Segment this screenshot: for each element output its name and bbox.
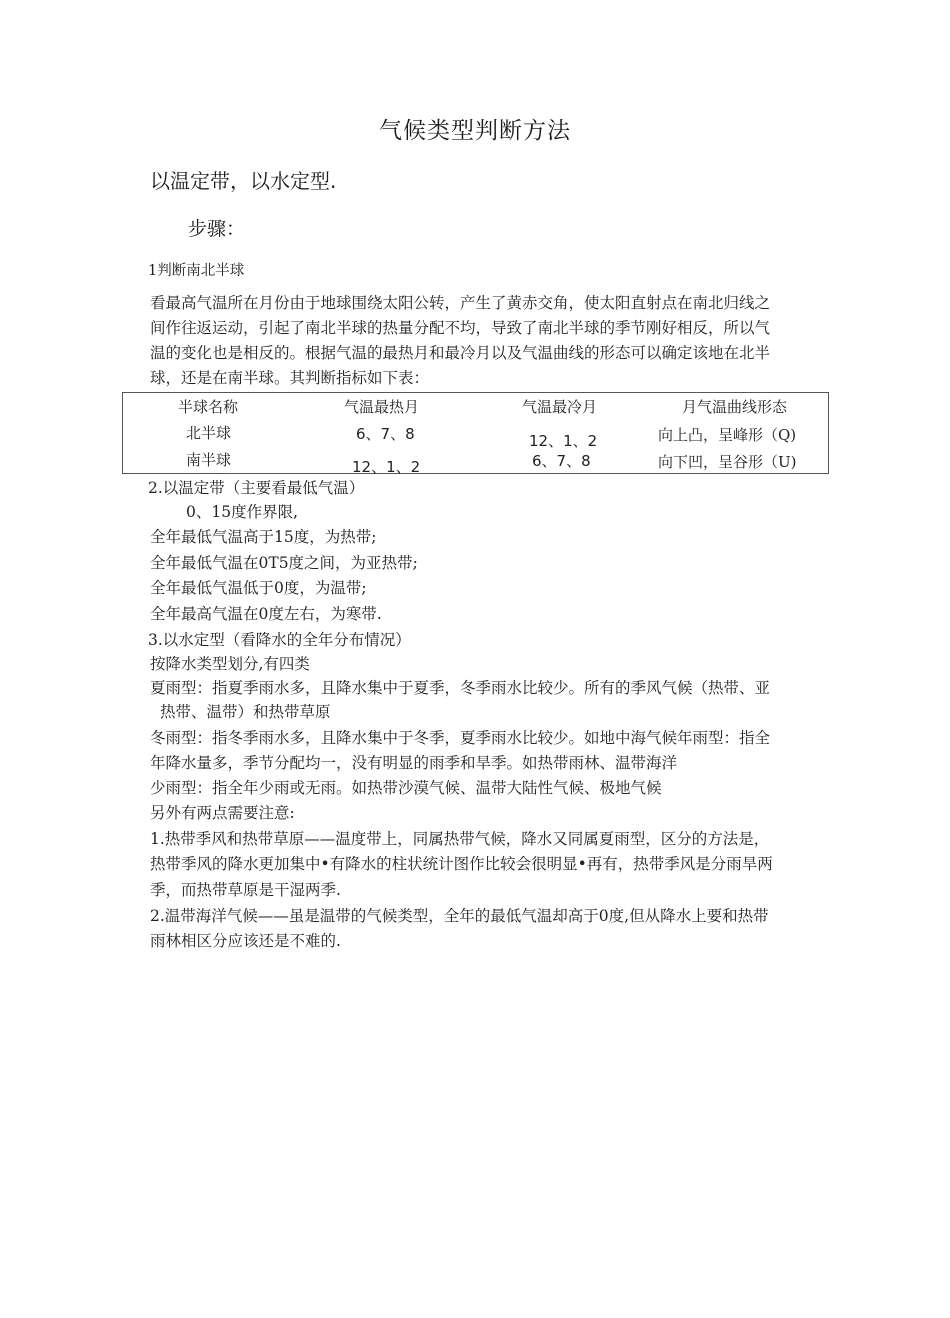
table-cell: 南半球 [186, 451, 232, 469]
section2-line: 0、15度作界限, [186, 503, 299, 521]
table-cell: 12、1、2 [352, 458, 421, 476]
paragraph-line: 球，还是在南半球。其判断指标如下表： [150, 369, 430, 387]
paragraph-line: 间作往返运动，引起了南北半球的热量分配不均，导致了南北半球的季节刚好相反，所以气 [150, 319, 771, 337]
section3-line: 1.热带季风和热带草原——温度带上，同属热带气候，降水又同属夏雨型，区分的方法是， [150, 830, 770, 848]
table-cell: 12、1、2 [529, 432, 598, 450]
table-cell: 向下凹，呈谷形（U) [658, 453, 797, 471]
table-cell: 6、7、8 [356, 425, 415, 443]
section3-line: 雨林相区分应该还是不难的. [150, 932, 341, 950]
section3-heading: 3.以水定型（看降水的全年分布情况） [148, 631, 411, 649]
section3-line: 年降水量多，季节分配均一，没有明显的雨季和旱季。如热带雨林、温带海洋 [150, 754, 678, 772]
table-header: 气温最冷月 [522, 398, 598, 416]
section2-line: 全年最低气温在0T5度之间，为亚热带; [150, 554, 418, 572]
section3-line: 季，而热带草原是干湿两季. [150, 881, 341, 899]
table-header: 月气温曲线形态 [682, 398, 788, 416]
table-cell: 北半球 [186, 424, 232, 442]
section3-line: 另外有两点需要注意: [150, 804, 295, 822]
section3-line: 少雨型：指全年少雨或无雨。如热带沙漠气候、温带大陆性气候、极地气候 [150, 779, 662, 797]
section1-heading: 1判断南北半球 [148, 263, 245, 279]
section3-line: 夏雨型：指夏季雨水多，且降水集中于夏季，冬季雨水比较少。所有的季风气候（热带、亚 [150, 679, 771, 697]
table-cell: 向上凸，呈峰形（Q) [658, 426, 797, 444]
section3-line: 按降水类型划分,有四类 [150, 655, 310, 673]
section3-line: 2.温带海洋气候——虽是温带的气候类型，全年的最低气温却高于0度,但从降水上要和热带 [150, 907, 769, 925]
subtitle: 以温定带，以水定型. [150, 169, 337, 193]
section2-line: 全年最高气温在0度左右，为寒带. [150, 605, 382, 623]
section2-line: 全年最低气温高于15度，为热带; [150, 528, 377, 546]
section2-line: 全年最低气温低于0度，为温带; [150, 579, 367, 597]
table-cell: 6、7、8 [532, 452, 591, 470]
page-title: 气候类型判断方法 [379, 118, 571, 144]
paragraph-line: 看最高气温所在月份由于地球围绕太阳公转，产生了黄赤交角，使太阳直射点在南北归线之 [150, 294, 771, 312]
section3-line: 冬雨型：指冬季雨水多，且降水集中于冬季，夏季雨水比较少。如地中海气候年雨型：指全 [150, 729, 771, 747]
section2-heading: 2.以温定带（主要看最低气温） [148, 479, 365, 497]
paragraph-line: 温的变化也是相反的。根据气温的最热月和最冷月以及气温曲线的形态可以确定该地在北半 [150, 344, 771, 362]
table-header: 半球名称 [178, 398, 239, 416]
steps-label: 步骤： [188, 218, 246, 240]
table-header: 气温最热月 [344, 398, 420, 416]
section3-line: 热带、温带）和热带草原 [160, 703, 331, 721]
section3-line: 热带季风的降水更加集中•有降水的柱状统计图作比较会很明显•再有，热带季风是分雨旱两 [150, 855, 773, 873]
